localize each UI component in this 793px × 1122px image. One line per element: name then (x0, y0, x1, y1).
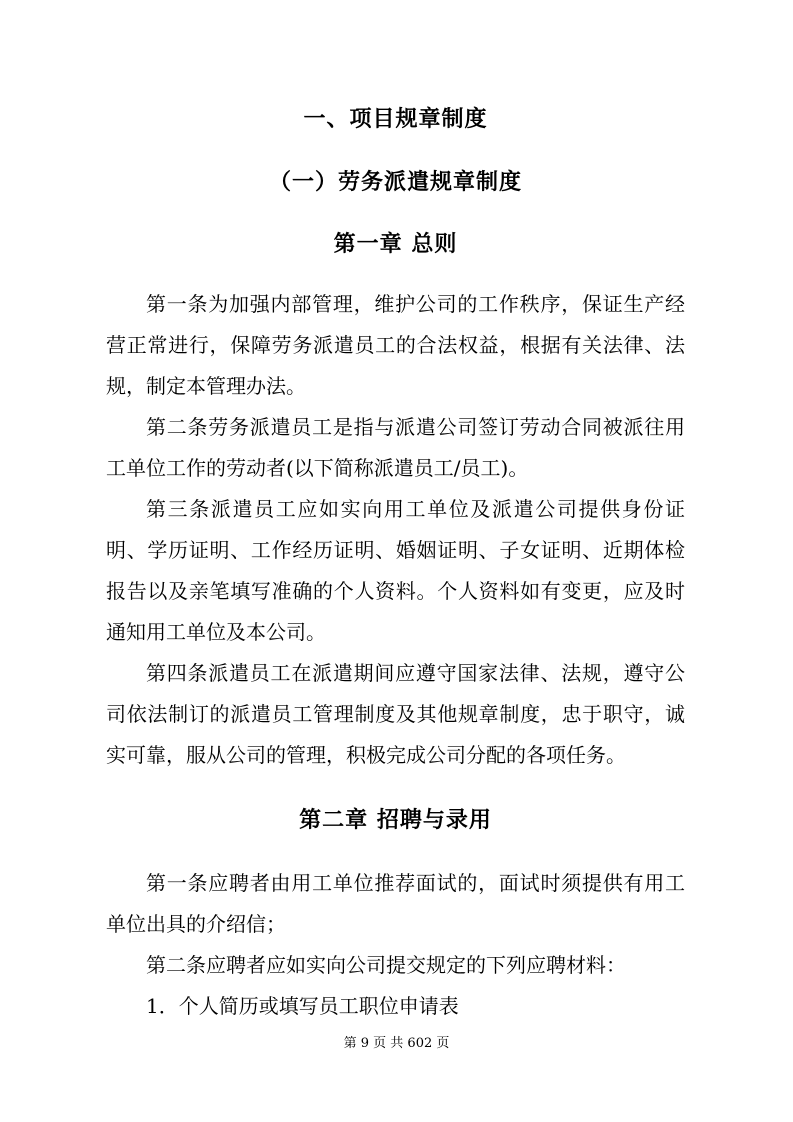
page-number: 第 9 页 共 602 页 (343, 1036, 450, 1051)
chapter-1-paragraph-2: 第二条劳务派遣员工是指与派遣公司签订劳动合同被派往用工单位工作的劳动者(以下简称派遣员工/员工)。 (106, 415, 685, 480)
chapter-2-title: 第二章 招聘与录用 (299, 808, 492, 833)
page-footer (0, 1034, 793, 1054)
chapter-1-paragraph-3: 第三条派遣员工应如实向用工单位及派遣公司提供身份证明、学历证明、工作经历证明、婚姻证明、子女证明、近期体检报告以及亲笔填写准确的个人资料。个人资料如有变更，应及时通知用工单位及本公司。 (106, 497, 685, 644)
chapter-2-paragraph-2: 第二条应聘者应如实向公司提交规定的下列应聘材料： (146, 953, 626, 977)
chapter-1-title: 第一章 总则 (333, 232, 458, 257)
main-title: 一、项目规章制度 (303, 107, 488, 132)
chapter-2-paragraph-1: 第一条应聘者由用工单位推荐面试的，面试时须提供有用工单位出具的介绍信； (106, 871, 685, 936)
section-title: （一）劳务派遣规章制度 (268, 170, 522, 195)
chapter-1-paragraph-1: 第一条为加强内部管理，维护公司的工作秩序，保证生产经营正常进行，保障劳务派遣员工的合法权益，根据有关法律、法规，制定本管理办法。 (106, 292, 685, 398)
chapter-1-paragraph-4: 第四条派遣员工在派遣期间应遵守国家法律、法规，遵守公司依法制订的派遣员工管理制度及其他规章制度，忠于职守，诚实可靠，服从公司的管理，积极完成公司分配的各项任务。 (106, 661, 685, 767)
chapter-2-list-item-1: 1．个人简历或填写员工职位申请表 (146, 994, 459, 1018)
